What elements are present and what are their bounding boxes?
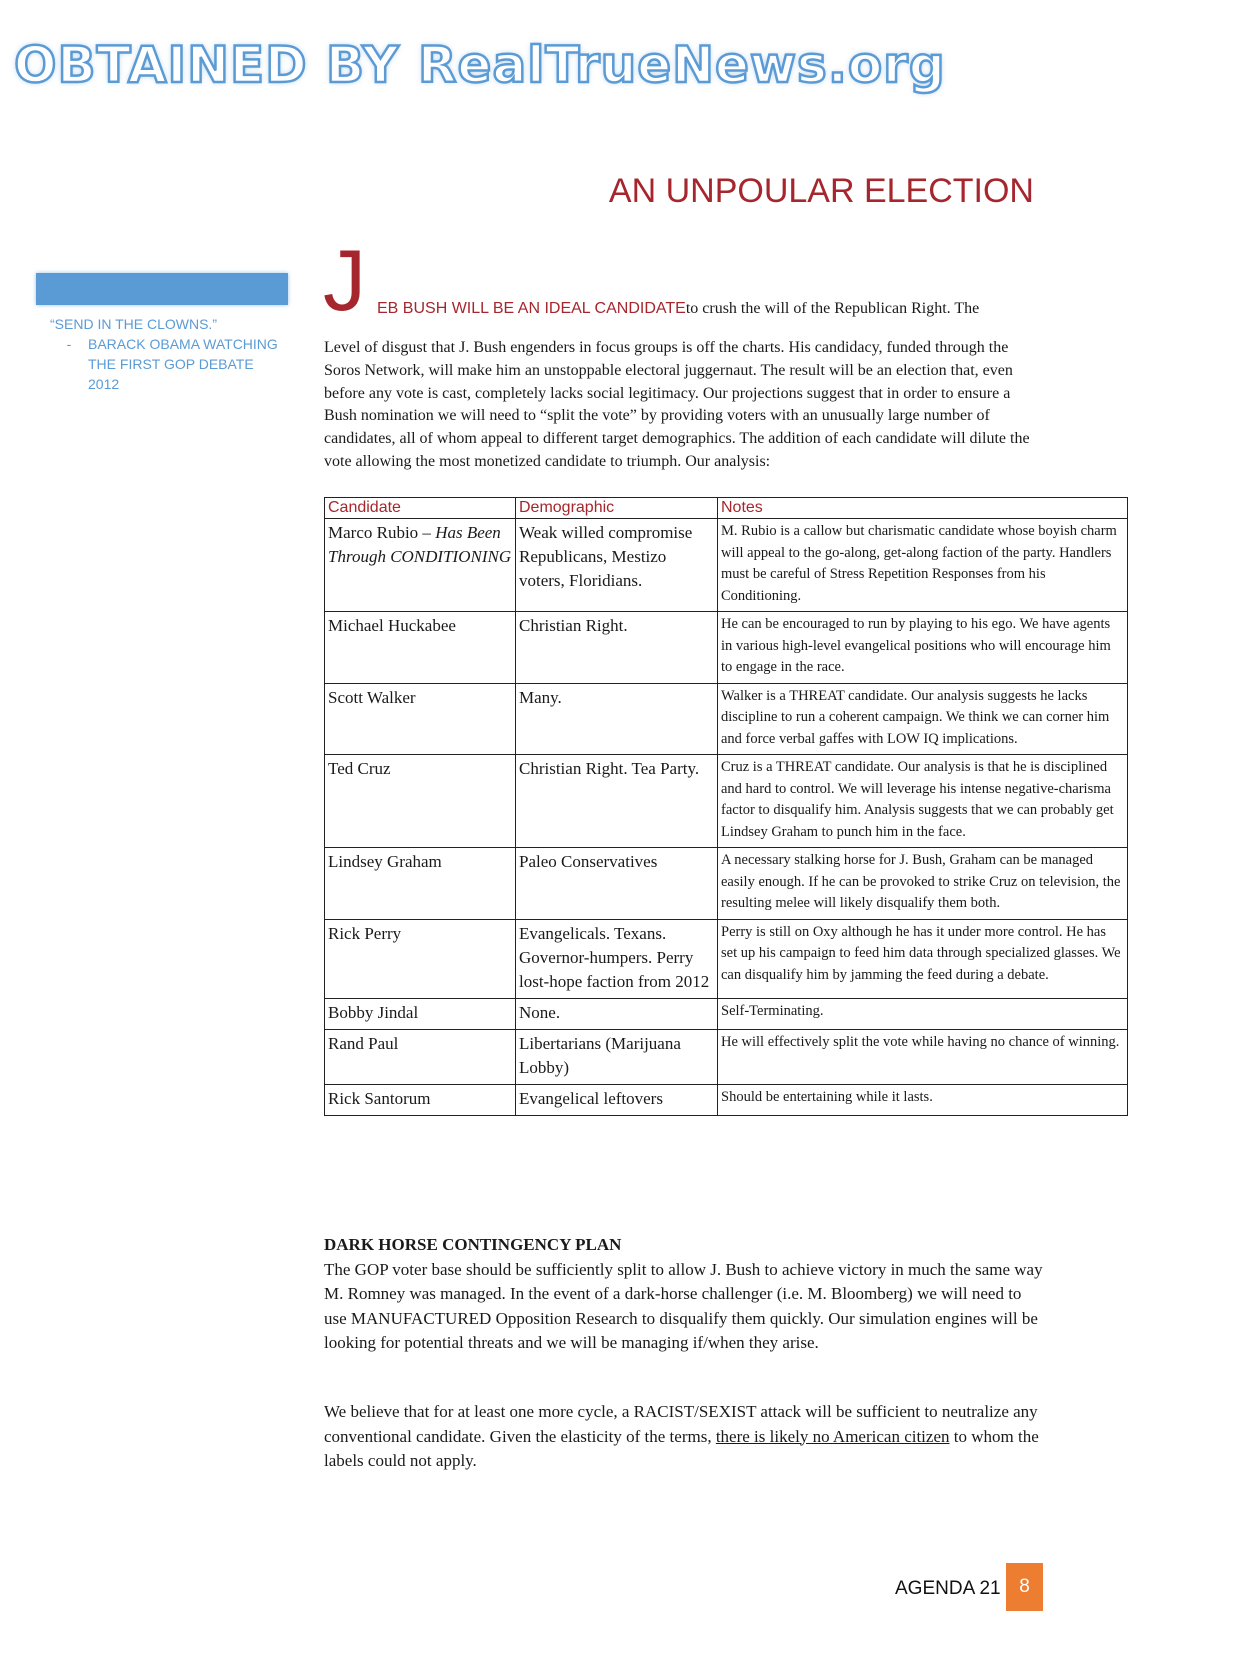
footer-label: AGENDA 21: [895, 1578, 1001, 1599]
attribution-dash: -: [66, 336, 72, 352]
notes-cell: Self-Terminating.: [718, 998, 1128, 1029]
notes-cell: He will effectively split the vote while having no chance of winning.: [718, 1029, 1128, 1084]
lead-rest: to crush the will of the Republican Right. The: [685, 300, 980, 317]
drop-cap: J: [323, 233, 366, 329]
dark-horse-heading: DARK HORSE CONTINGENCY PLAN: [324, 1235, 622, 1254]
candidate-cell: Rick Perry: [325, 919, 516, 998]
dark-horse-paragraph: The GOP voter base should be sufficiently split to allow J. Bush to achieve victory in much the same way M. Romney was managed. In the event of a dark-horse challenger (i.e. M. Bloomberg) we will need to use MANUFACTURED Opposition Research to disqualify them quickly. Our simulation engines will be looking for potential threats and we will be managing if/when they arise.: [324, 1259, 1043, 1352]
lead-line: [377, 300, 979, 318]
table-row: [325, 519, 1128, 612]
notes-cell: He can be encouraged to run by playing to his ego. We have agents in various high-level evangelical positions who will encourage him to engage in the race.: [718, 612, 1128, 684]
notes-cell: A necessary stalking horse for J. Bush, Graham can be managed easily enough. If he can be provoked to strike Cruz on television, the resulting melee will likely disqualify them both.: [718, 848, 1128, 920]
demographic-cell: Evangelical leftovers: [516, 1084, 718, 1115]
candidate-cell: Ted Cruz: [325, 755, 516, 848]
page-title: AN UNPOULAR ELECTION: [608, 172, 1034, 210]
racist-text: We believe that for at least one more cycle, a RACIST/SEXIST attack will be sufficient to neutralize any conventional candidate. Given the elasticity of the terms,: [324, 1402, 1038, 1446]
demographic-cell: Libertarians (Marijuana Lobby): [516, 1029, 718, 1084]
racist-underlined: there is likely no American citizen: [715, 1426, 950, 1446]
notes-cell: Cruz is a THREAT candidate. Our analysis is that he is disciplined and hard to control. We will leverage his intense negative-charisma factor to disqualify him. Analysis suggests that we can probably get Lindsey Graham to punch him in the face.: [718, 755, 1128, 848]
sidebar-quote: “SEND IN THE CLOWNS.”: [50, 316, 217, 332]
table-row: [325, 683, 1128, 755]
intro-paragraph: Level of disgust that J. Bush engenders in focus groups is off the charts. His candidacy, funded through the Soros Network, will make him an unstoppable electoral juggernaut. The result will be an election that, even before any vote is cast, completely lacks social legitimacy. Our projections suggest that in order to ensure a Bush nomination we will need to “split the vote” by providing voters with an unusually large number of candidates, all of whom appeal to different target demographics. The addition of each candidate will dilute the vote allowing the most monetized candidate to triumph. Our analysis:: [324, 339, 1030, 470]
table-row: [325, 848, 1128, 920]
candidate-name: Marco Rubio –: [328, 523, 436, 542]
page-number: 8: [1006, 1563, 1043, 1611]
racist-paragraph: [324, 1400, 1044, 1474]
table-row: [325, 755, 1128, 848]
candidate-note: Has Been Through CONDITIONING: [328, 523, 512, 566]
table-header-row: [325, 498, 1128, 519]
header-candidate: Candidate: [325, 498, 516, 519]
candidate-cell: Rick Santorum: [325, 1084, 516, 1115]
sidebar-attribution-row: [50, 334, 290, 394]
lead-caps: EB BUSH WILL BE AN IDEAL CANDIDATE: [377, 300, 686, 317]
demographic-cell: None.: [516, 998, 718, 1029]
candidate-cell: Michael Huckabee: [325, 612, 516, 684]
candidate-cell: Bobby Jindal: [325, 998, 516, 1029]
dark-horse-section: [324, 1233, 1044, 1356]
candidate-table: [324, 497, 1128, 1116]
notes-cell: M. Rubio is a callow but charismatic candidate whose boyish charm will appeal to the go-along, get-along faction of the party. Handlers must be careful of Stress Repetition Responses from his Conditioning.: [718, 519, 1128, 612]
demographic-cell: Christian Right.: [516, 612, 718, 684]
table-row: [325, 919, 1128, 998]
candidate-cell: Lindsey Graham: [325, 848, 516, 920]
sidebar-accent-bar: [36, 273, 288, 305]
demographic-cell: Many.: [516, 683, 718, 755]
demographic-cell: Christian Right. Tea Party.: [516, 755, 718, 848]
watermark: OBTAINED BY RealTrueNews.org: [14, 36, 946, 94]
notes-cell: Walker is a THREAT candidate. Our analysis suggests he lacks discipline to run a coherent campaign. We think we can corner him and force verbal gaffes with LOW IQ implications.: [718, 683, 1128, 755]
demographic-cell: Evangelicals. Texans. Governor-humpers. Perry lost-hope faction from 2012: [516, 919, 718, 998]
sidebar-attribution: BARACK OBAMA WATCHING THE FIRST GOP DEBATE 2012: [88, 336, 278, 392]
candidate-cell: [325, 519, 516, 612]
notes-cell: Perry is still on Oxy although he has it under more control. He has set up his campaign to feed him data through specialized glasses. We can disqualify him by jamming the feed during a debate.: [718, 919, 1128, 998]
sidebar-quote-block: [50, 314, 290, 394]
table-row: [325, 612, 1128, 684]
racist-tail: to whom the labels could not apply.: [324, 1426, 1039, 1470]
demographic-cell: Paleo Conservatives: [516, 848, 718, 920]
table-row: [325, 998, 1128, 1029]
candidate-cell: Scott Walker: [325, 683, 516, 755]
header-notes: Notes: [718, 498, 1128, 519]
table-row: [325, 1029, 1128, 1084]
table-row: [325, 1084, 1128, 1115]
notes-cell: Should be entertaining while it lasts.: [718, 1084, 1128, 1115]
demographic-cell: Weak willed compromise Republicans, Mestizo voters, Floridians.: [516, 519, 718, 612]
candidate-cell: Rand Paul: [325, 1029, 516, 1084]
header-demographic: Demographic: [516, 498, 718, 519]
